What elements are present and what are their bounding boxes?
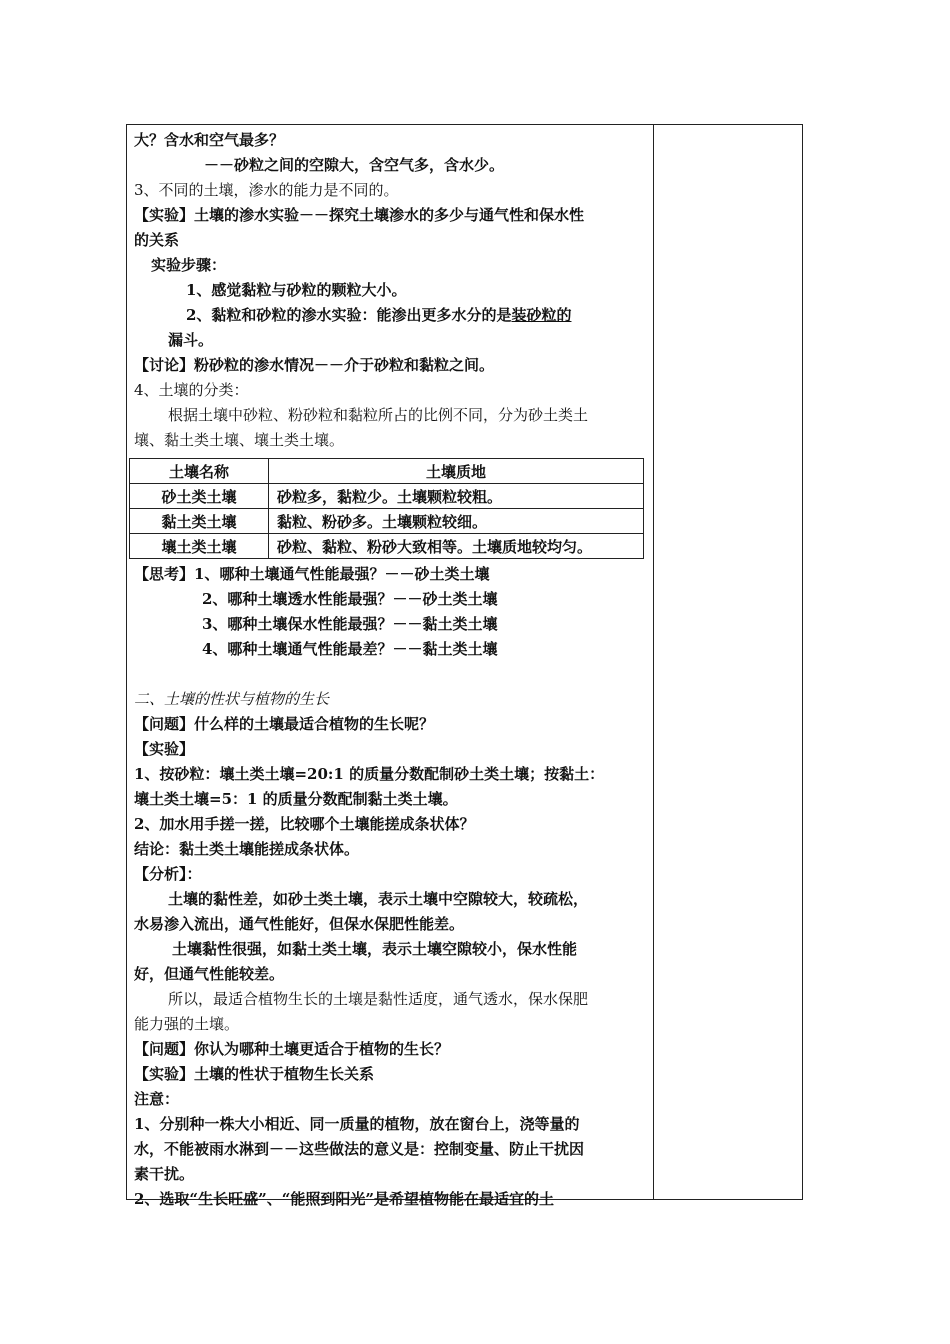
table-header-row [130,459,644,484]
text-line: 素干扰。 [134,1165,195,1183]
text-line: 能力强的土壤。 [134,1015,240,1033]
soil-name-cell: 砂土类土壤 [130,484,269,509]
blank-line [134,662,646,687]
question-line: 【问题】什么样的土壤最适合植物的生长呢？ [134,715,435,733]
text-line: 1、分别种一株大小相近、同一质量的植物，放在窗台上，浇等量的 [134,1115,580,1133]
step-item: 1、感觉黏粒与砂粒的颗粒大小。 [186,281,407,299]
section-heading: 4、土壤的分类： [134,381,249,399]
text-line: 大？含水和空气最多？ [134,131,285,149]
step-item [134,303,646,328]
text-line: 的关系 [134,231,180,249]
column-divider [653,124,654,1200]
text-line: 2、加水用手搓一搓，比较哪个土壤能搓成条状体？ [134,815,475,833]
text-line: 1、按砂粒：壤土类土壤=20:1 的质量分数配制砂土类土壤；按黏土： [134,765,605,783]
text-line: 土壤的黏性差，如砂土类土壤，表示土壤中空隙较大，较疏松， [168,890,589,908]
soil-texture-cell: 黏粒、粉砂多。土壤颗粒较细。 [269,509,644,534]
soil-texture-cell: 砂粒、黏粒、粉砂大致相等。土壤质地较均匀。 [269,534,644,559]
text-line: 3、不同的土壤，渗水的能力是不同的。 [134,181,399,199]
section-title: 二、土壤的性状与植物的生长 [134,690,330,708]
text-line: 壤土类土壤=5：1 的质量分数配制黏土类土壤。 [134,790,458,808]
text-line: 漏斗。 [168,331,214,349]
experiment-heading: 【实验】 [134,740,195,758]
table-row [130,484,644,509]
text-line: 2、选取“生长旺盛”、“能照到阳光”是希望植物能在最适宜的土 [134,1190,554,1208]
step-text: 2、黏粒和砂粒的渗水实验：能渗出更多水分的是 [186,306,512,324]
text-line: 壤、黏土类土壤、壤土类土壤。 [134,431,345,449]
question-line: 【问题】你认为哪种土壤更适合于植物的生长？ [134,1040,450,1058]
think-question: 【思考】1、哪种土壤通气性能最强？－－砂土类土壤 [134,565,490,583]
table-row [130,509,644,534]
experiment-heading: 【实验】土壤的渗水实验－－探究土壤渗水的多少与通气性和保水性 [134,206,585,224]
note-heading: 注意： [134,1090,180,1108]
soil-name-cell: 黏土类土壤 [130,509,269,534]
text-line: 好，但通气性能较差。 [134,965,285,983]
think-question: 4、哪种土壤通气性能最差？－－黏土类土壤 [202,640,498,658]
text-line: －－砂粒之间的空隙大，含空气多，含水少。 [204,156,505,174]
soil-name-cell: 壤土类土壤 [130,534,269,559]
text-line: 根据土壤中砂粒、粉砂粒和黏粒所占的比例不同，分为砂土类土 [168,406,589,424]
think-question: 2、哪种土壤透水性能最强？－－砂土类土壤 [202,590,498,608]
text-line: 所以，最适合植物生长的土壤是黏性适度，通气透水，保水保肥 [168,990,589,1008]
text-line: 水，不能被雨水淋到－－这些做法的意义是：控制变量、防止干扰因 [134,1140,585,1158]
steps-heading: 实验步骤： [151,256,227,274]
text-line: 土壤黏性很强，如黏土类土壤，表示土壤空隙较小，保水性能 [172,940,578,958]
answer-underlined: 装砂粒的 [511,306,572,324]
think-question: 3、哪种土壤保水性能最强？－－黏土类土壤 [202,615,498,633]
analysis-heading: 【分析】： [134,865,202,883]
table-row [130,534,644,559]
header-soil-texture: 土壤质地 [269,459,644,484]
header-soil-name: 土壤名称 [130,459,269,484]
lesson-content [134,128,646,1212]
soil-texture-table [129,458,644,559]
experiment-heading: 【实验】土壤的性状于植物生长关系 [134,1065,375,1083]
conclusion-line: 结论：黏土类土壤能搓成条状体。 [134,840,360,858]
discussion-line: 【讨论】粉砂粒的渗水情况－－介于砂粒和黏粒之间。 [134,356,495,374]
text-line: 水易渗入流出，通气性能好，但保水保肥性能差。 [134,915,465,933]
soil-texture-cell: 砂粒多，黏粒少。土壤颗粒较粗。 [269,484,644,509]
